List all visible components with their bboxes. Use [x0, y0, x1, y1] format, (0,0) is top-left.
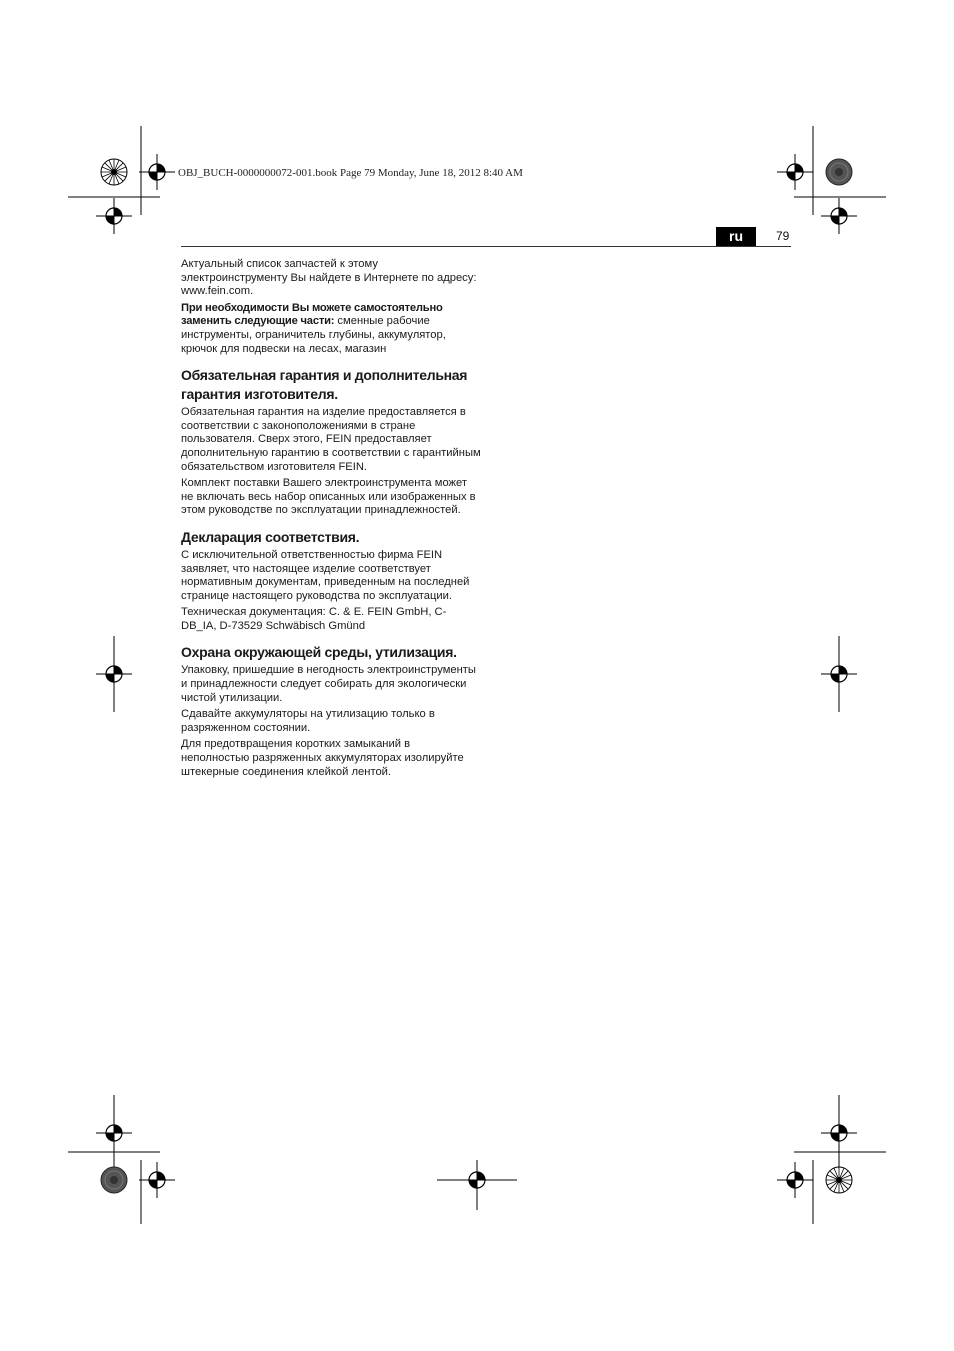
delivery-scope-paragraph: Комплект поставки Вашего электроинструмента может не включать весь набор описанных или изображенных в этом руководстве по эксплуатации принадлежностей. — [181, 477, 476, 517]
declaration-heading: Декларация соответствия. — [181, 528, 360, 545]
replaceable-parts-list: сменные рабочие инструменты, ограничитель глубины, аккумулятор, крючок для подвески на лесах, магазин — [181, 315, 446, 355]
book-file-info: OBJ_BUCH-0000000072-001.book Page 79 Monday, June 18, 2012 8:40 AM — [178, 167, 523, 179]
replaceable-parts-paragraph — [181, 302, 481, 356]
warranty-heading: Обязательная гарантия и дополнительная гарантия изготовителя. — [181, 367, 468, 403]
spare-parts-paragraph: Актуальный список запчастей к этому электроинструменту Вы найдете в Интернете по адресу: www.fein.com. — [181, 258, 477, 298]
header-rule — [181, 246, 791, 247]
page-number: 79 — [776, 229, 790, 243]
disposal-paragraph: Упаковку, пришедшие в негодность электроинструменты и принадлежности следует собирать для экологически чистой утилизации. — [181, 664, 476, 704]
warranty-paragraph: Обязательная гарантия на изделие предоставляется в соответствии с законоположениями в стране пользователя. Сверх этого, FEIN предоставляет дополнительную гарантию в соответствии с гарантийным обязательством изготовителя FEIN. — [181, 406, 481, 473]
technical-docs-paragraph: Техническая документация: C. & E. FEIN GmbH, C-DB_IA, D-73529 Schwäbisch Gmünd — [181, 606, 447, 632]
replaceable-parts-lead: При необходимости Вы можете самостоятельно заменить следующие части: — [181, 301, 443, 328]
main-text-column — [181, 258, 481, 782]
battery-disposal-paragraph: Сдавайте аккумуляторы на утилизацию только в разряженном состоянии. — [181, 708, 435, 734]
declaration-paragraph: С исключительной ответственностью фирма FEIN заявляет, что настоящее изделие соответствует нормативным документам, приведенным на последней странице настоящего руководства по эксплуатации. — [181, 548, 470, 602]
language-badge: ru — [716, 227, 756, 246]
environment-heading: Охрана окружающей среды, утилизация. — [181, 644, 457, 661]
short-circuit-paragraph: Для предотвращения коротких замыканий в неполностью разряженных аккумуляторах изолируйте штекерные соединения клейкой лентой. — [181, 738, 464, 778]
